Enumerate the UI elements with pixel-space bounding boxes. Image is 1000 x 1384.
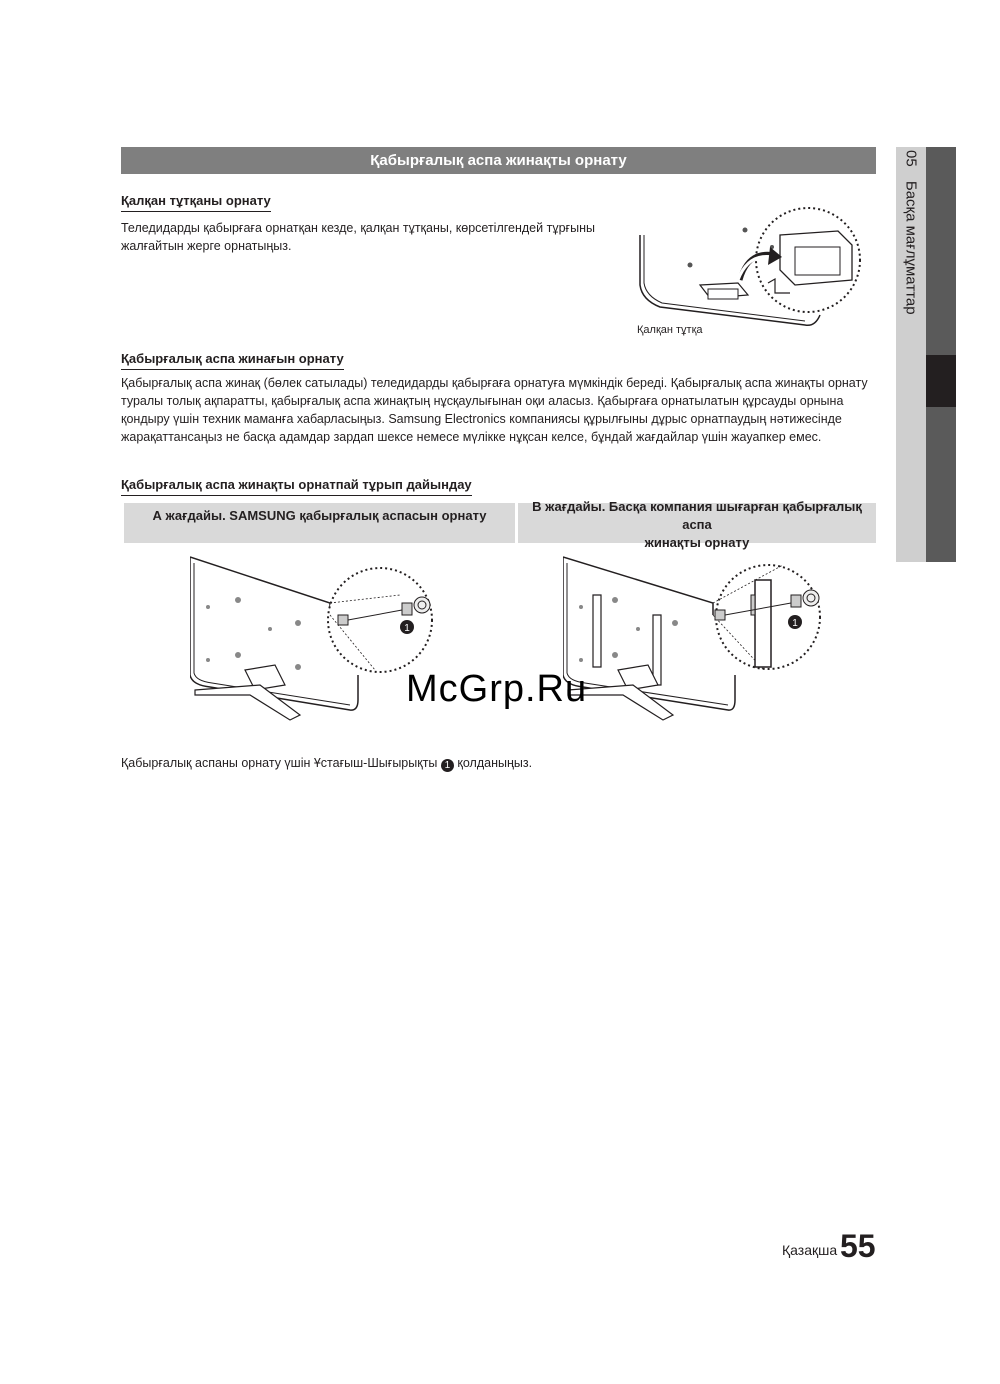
watermark: McGrp.Ru: [406, 668, 588, 710]
section1-heading: Қалқан тұтқаны орнату: [121, 193, 271, 212]
chapter-tab-label: [903, 150, 920, 315]
case-b-header: [518, 499, 876, 550]
holder-ring-note: [121, 754, 532, 772]
section-title-bar: [121, 147, 876, 174]
case-b-figure: [563, 555, 833, 730]
marker-1-icon: 1: [441, 759, 454, 772]
section2-heading: Қабырғалық аспа жинағын орнату: [121, 351, 344, 370]
case-b-label-line2: жинақты орнату: [644, 535, 750, 550]
section3-heading: Қабырғалық аспа жинақты орнатпай тұрып дайындау: [121, 477, 472, 496]
section2-line: жарақаттансаңыз не басқа адамдар зардап шексе немесе мүлікке нұқсан келсе, бұндай жағдайлар үшін жауапкер емес.: [121, 430, 822, 444]
case-b-label-line1: В жағдайы. Басқа компания шығарған қабырғалық аспа: [532, 499, 862, 532]
section2-line: туралы толық ақпаратты, қабырғалық аспа жинақтың нұсқаулығынан оқи аласыз. Қабырғаға орнатылатын құрсауды орнына: [121, 394, 844, 408]
chapter-tab-marker: [926, 355, 956, 407]
stand-holder-caption: Қалқан тұтқа: [637, 324, 703, 336]
section1-line: Теледидарды қабырғаға орнатқан кезде, қалқан тұтқаны, көрсетілгендей тұрғыны: [121, 221, 595, 235]
case-a-figure: [190, 555, 440, 730]
page-number: 55: [840, 1228, 876, 1264]
chapter-name: Басқа мағлұматтар: [902, 180, 920, 315]
note-text-after: қолданыңыз.: [457, 756, 533, 770]
page-title: Қабырғалық аспа жинақты орнату: [370, 152, 627, 169]
section2-line: Қабырғалық аспа жинақ (бөлек сатылады) теледидарды қабырғаға орнатуға мүмкіндік береді. Қабырғалық аспа жинақты орнату: [121, 376, 868, 390]
chapter-number: 05: [902, 150, 920, 167]
case-b-marker: 1: [792, 618, 798, 629]
footer-language: Қазақша: [782, 1242, 838, 1258]
case-a-label: А жағдайы. SAMSUNG қабырғалық аспасын орнату: [152, 508, 487, 523]
case-a-marker: 1: [404, 623, 410, 634]
case-a-header: [124, 503, 515, 543]
section1-line: жалғайтын жерге орнатыңыз.: [121, 239, 292, 253]
note-text-before: Қабырғалық аспаны орнату үшін Ұстағыш-Шығырықты: [121, 756, 438, 770]
section2-line: қондыру үшін техник маманға хабарласыңыз. Samsung Electronics компаниясы құрылғыны дұрыс орнатпаудың нәтижесінде: [121, 412, 842, 426]
section2-text: [121, 374, 881, 446]
stand-holder-figure: [630, 195, 875, 340]
section1-text: [121, 219, 595, 255]
